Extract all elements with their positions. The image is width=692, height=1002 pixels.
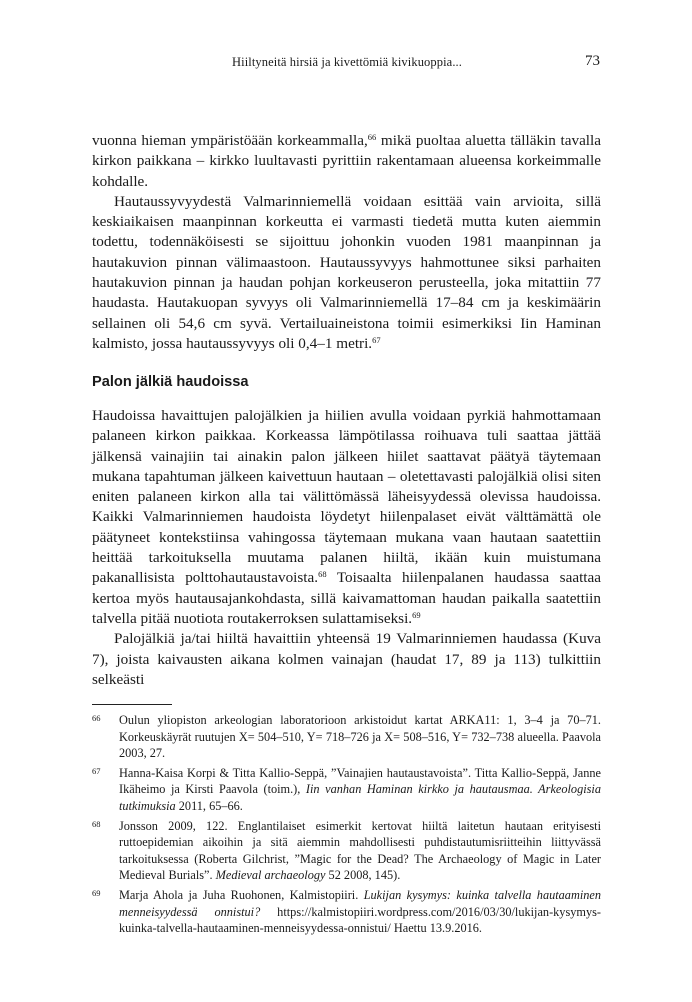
paragraph-text: Hautaussyvyydestä Valmarinniemellä voidaan esittää vain arvioita, sillä keskiaikaisen maanpinnan korkeutta ei varmasti tiedetä mutta kuten aiemmin todettu, todennäköisesti se sijoittuu johonkin vuoden 1981 maanpinnan ja hautakuvion pinnan välimaastoon. Hautaussyvyys hahmottunee siksi parhaiten hautakuvion pinnan ja haudan pohjan korkeuseron perusteella, joka mitattiin 77 haudasta. Hautakuopan syvyys oli Valmarinniemellä 17–84 cm ja keskimäärin sellainen oli 54,6 cm syvä. Vertailuaineistona toimii esimerkiksi Iin Haminan kalmisto, jossa hautaussyvyys oli 0,4–1 metri.	[92, 192, 601, 352]
footnote-text: Marja Ahola ja Juha Ruohonen, Kalmistopiiri.	[119, 887, 364, 902]
footnote-text: Hanna-Kaisa Korpi & Titta Kallio-Seppä, ”Vainajien hautaustavoista”. Titta Kallio-Seppä, Janne Ikäheimo ja Kirsti Paavola (toim.),	[119, 765, 601, 797]
paragraph	[92, 192, 601, 354]
footnote-divider	[92, 704, 172, 705]
footnote-italic-title: Iin vanhan Haminan kirkko ja hautausmaa. Arkeologisia tutkimuksia	[119, 782, 601, 813]
footnote-number: 68	[92, 818, 101, 829]
footnote-italic-title: Lukijan kysymys: kuinka talvella hautaaminen menneisyydessä onnistui?	[119, 887, 602, 919]
paragraph-text: Toisaalta hiilenpalanen haudassa saattaa kertoa myös hautausajankohdasta, sillä kaivamattoman haudan paikalla saatettiin talvella pitää nuotiota routakerroksen sulattamiseksi.	[92, 569, 601, 627]
section-2-text	[92, 406, 601, 690]
footnote	[92, 765, 601, 815]
section-1-text	[92, 131, 601, 354]
paragraph	[92, 406, 601, 629]
footnote-text: 2011, 65–66.	[175, 798, 243, 813]
footnote-text: 52 2008, 145).	[325, 868, 401, 883]
footnote-number: 66	[92, 713, 101, 723]
footnote-number: 69	[92, 887, 101, 898]
footnote-ref: 66	[367, 132, 377, 142]
footnote-ref: 67	[372, 334, 381, 345]
footnote	[92, 818, 601, 884]
footnote-ref: 68	[318, 569, 327, 580]
paragraph-text: vuonna hieman ympäristöään korkeammalla,	[92, 132, 368, 149]
page-number: 73	[585, 53, 600, 69]
paragraph-text: mikä puoltaa aluetta tälläkin tavalla kirkon paikkana – kirkko luultavasti pyrittiin rakentamaan alueensa korkeimmalle kohdalle.	[92, 132, 601, 190]
footnote	[92, 712, 601, 762]
running-title: Hiiltyneitä hirsiä ja kivettömiä kivikuoppia...	[232, 55, 463, 69]
footnote-number: 67	[92, 765, 101, 776]
paragraph-text: Haudoissa havaittujen palojälkien ja hiilien avulla voidaan pyrkiä hahmottamaan palaneen kirkon paikkaa. Korkeassa lämpötilassa roihuava tuli saattaa jättää jälkensä vainajiin tai ainakin palon jälkeen hiilet saattavat päätyä täytemaan mukana tapahtuman jälkeen kaivettuun hautaan – oletettavasti palojälkiä olisi siten eniten palaneen kirkon alla tai välittömässä läheisyydessä olevissa haudoissa. Kaikki Valmarinniemen haudoista löydetyt hiilenpalaset eivät välttämättä ole päätyneet kontekstiinsa vahingossa täytemaan mukana vaan hautaan saatettiin heittää tarkoituksella muutama palanen hiiltä, ikään kuin muistumana pakanallisista polttohautaustavoista.	[92, 407, 601, 587]
section-heading: Palon jälkiä haudoissa	[92, 374, 249, 390]
footnote	[92, 887, 601, 937]
paragraph: Palojälkiä ja/tai hiiltä havaittiin yhteensä 19 Valmarinniemen haudassa (Kuva 7), joista kaivausten aikana kolmen vainajan (haudat 17, 89 ja 113) tulkittiin selkeästi	[92, 630, 601, 688]
footnote-link-text: https://kalmistopiiri.wordpress.com/2016/03/30/lukijan-kysymys-kuinka-talvella-hautaaminen-menneisyydessa-onnistui/ Haettu 13.9.2016.	[119, 904, 601, 936]
footnotes	[92, 712, 601, 940]
footnote-ref: 69	[412, 609, 421, 620]
footnote-text: Jonsson 2009, 122. Englantilaiset esimerkit kertovat hiiltä laitetun hautaan erityisesti ruttoepidemian aikoihin ja sitä aiemmin mahdollisesti puhdistautumisriitteihin liittyvässä tarkoituksessa (Roberta Gilchrist, ”Magic for the Dead? The Archaeology of Magic in Later Medieval Burials”.	[119, 818, 601, 883]
footnote-italic-title: Medieval archaeology	[215, 868, 326, 883]
running-header	[92, 53, 600, 73]
footnote-text: Oulun yliopiston arkeologian laboratorioon arkistoidut kartat ARKA11: 1, 3–4 ja 70–71. Korkeuskäyrät ruutujen X= 504–510, Y= 718–726 ja X= 508–516, Y= 732–738 alueella. Paavola 2003, 27.	[119, 713, 601, 761]
paragraph	[92, 131, 601, 192]
